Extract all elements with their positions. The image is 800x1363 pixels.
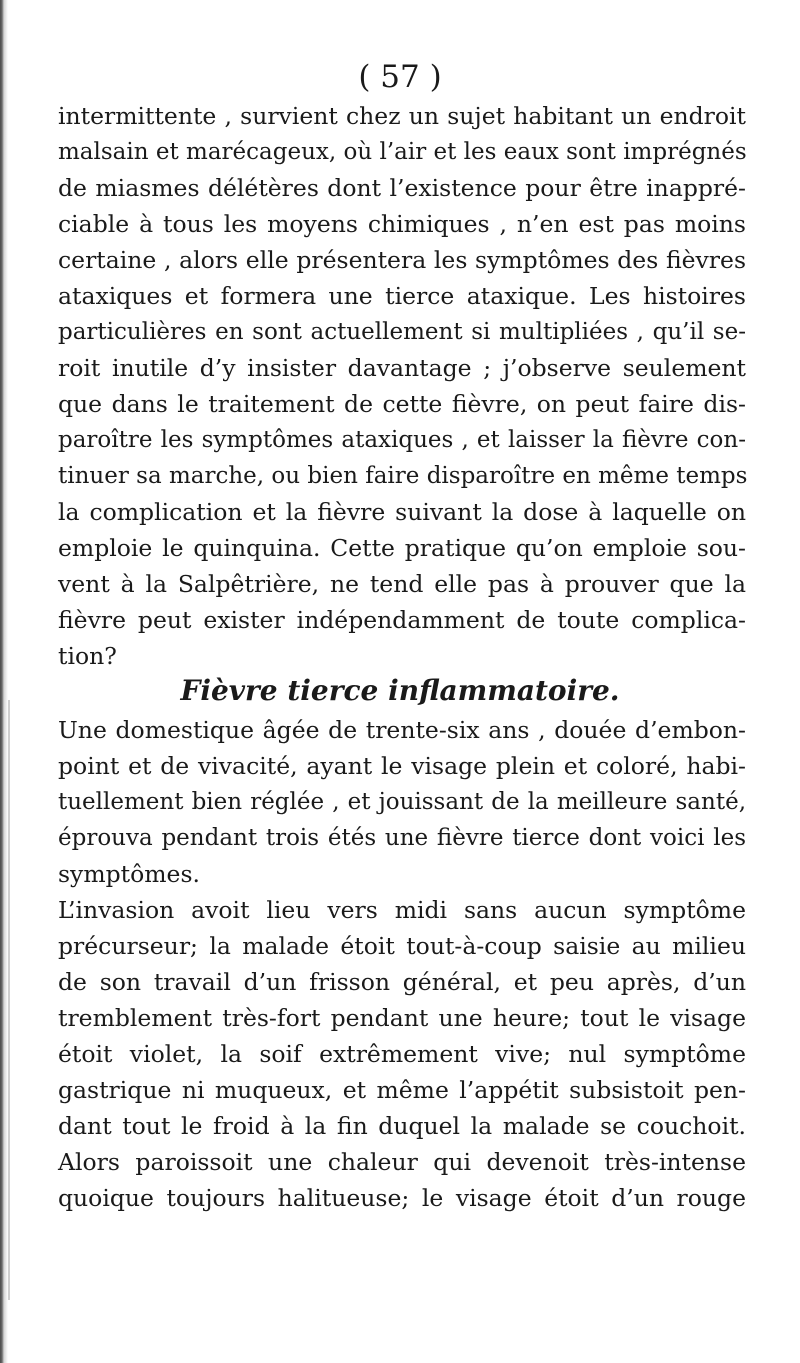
text-line: L’invasion avoit lieu vers midi sans aucun symptôme <box>58 896 746 924</box>
text-line: vent à la Salpêtrière, ne tend elle pas à prouver que la <box>58 570 746 598</box>
text-line: gastrique ni muqueux, et même l’appétit subsistoit pen- <box>58 1076 746 1104</box>
text-line: certaine , alors elle présentera les symptômes des fièvres <box>58 246 746 274</box>
section-heading: Fièvre tierce inflammatoire. <box>180 674 620 707</box>
text-line: symptômes. <box>58 860 200 888</box>
text-line: tremblement très-fort pendant une heure; tout le visage <box>58 1004 746 1032</box>
text-line: éprouva pendant trois étés une fièvre tierce dont voici les <box>58 825 746 851</box>
text-line: tuellement bien réglée , et jouissant de la meilleure santé, <box>58 789 746 815</box>
text-line: de son travail d’un frisson général, et peu après, d’un <box>58 968 746 996</box>
text-line: fièvre peut exister indépendamment de toute complica- <box>58 606 746 634</box>
text-line: ataxiques et formera une tierce ataxique. Les histoires <box>58 282 746 310</box>
text-line: de miasmes délétères dont l’existence pour être inappré- <box>58 174 746 202</box>
text-line: roit inutile d’y insister davantage ; j’observe seulement <box>58 354 746 382</box>
text-line: dant tout le froid à la fin duquel la malade se couchoit. <box>58 1112 746 1140</box>
spine-shadow <box>8 700 10 1300</box>
text-line: Une domestique âgée de trente-six ans , douée d’embon- <box>58 716 746 744</box>
text-line: précurseur; la malade étoit tout-à-coup saisie au milieu <box>58 932 746 960</box>
text-line: Alors paroissoit une chaleur qui devenoit très-intense <box>58 1148 746 1176</box>
page-number: ( 57 ) <box>358 59 442 95</box>
text-line: que dans le traitement de cette fièvre, on peut faire dis- <box>58 390 746 418</box>
text-line: malsain et marécageux, où l’air et les eaux sont imprégnés <box>58 139 747 165</box>
text-line: paroître les symptômes ataxiques , et laisser la fièvre con- <box>58 427 746 453</box>
text-line: emploie le quinquina. Cette pratique qu’on emploie sou- <box>58 534 746 562</box>
text-line: tion? <box>58 642 117 670</box>
text-line: tinuer sa marche, ou bien faire disparoître en même temps <box>58 463 748 489</box>
text-line: quoique toujours halitueuse; le visage étoit d’un rouge <box>58 1184 746 1212</box>
text-line: point et de vivacité, ayant le visage plein et coloré, habi- <box>58 752 746 780</box>
text-line: ciable à tous les moyens chimiques , n’en est pas moins <box>58 210 746 238</box>
text-line: particulières en sont actuellement si multipliées , qu’il se- <box>58 319 746 345</box>
text-line: intermittente , survient chez un sujet habitant un endroit <box>58 102 746 130</box>
text-line: la complication et la fièvre suivant la dose à laquelle on <box>58 498 746 526</box>
text-line: étoit violet, la soif extrêmement vive; nul symptôme <box>58 1040 746 1068</box>
